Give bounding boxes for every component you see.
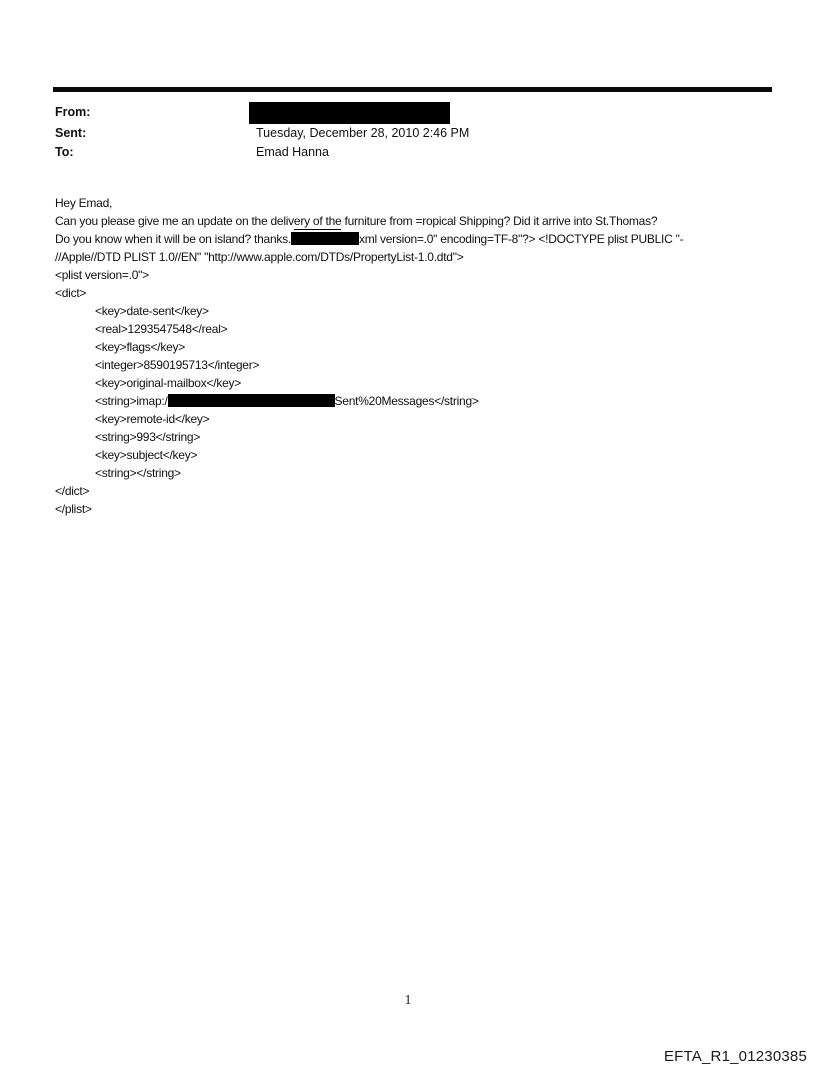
to-label: To: xyxy=(55,145,74,159)
body-text: <key>date-sent</key> xyxy=(95,304,209,318)
page-number: 1 xyxy=(404,993,412,1008)
body-text: Sent%20Messages</string> xyxy=(334,394,479,408)
body-text: Hey Emad, xyxy=(55,196,113,210)
body-line xyxy=(55,320,795,338)
body-line xyxy=(55,212,795,230)
body-text: <key>subject</key> xyxy=(95,448,198,462)
body-line xyxy=(55,464,795,482)
body-text: </dict> xyxy=(55,484,90,498)
body-text: Can you please give me an update on the deliv xyxy=(55,214,294,228)
body-line xyxy=(55,482,795,500)
body-text: <string>imap:/ xyxy=(95,394,168,408)
body-text: <string>993</string> xyxy=(95,430,201,444)
body-text: <key>original-mailbox</key> xyxy=(95,376,241,390)
bates-number: EFTA_R1_01230385 xyxy=(663,1048,807,1065)
body-line xyxy=(55,500,795,518)
body-text: <real>1293547548</real> xyxy=(95,322,228,336)
body-line xyxy=(55,284,795,302)
body-text: <plist version=.0"> xyxy=(55,268,149,282)
body-text: </plist> xyxy=(55,502,92,516)
body-text: xml version=.0" encoding=TF-8"?> <!DOCTYPE plist PUBLIC "- xyxy=(358,232,684,246)
redaction-bar-from xyxy=(249,102,450,124)
body-text: Do you know when it will be on island? thanks. xyxy=(55,232,291,246)
top-rule xyxy=(53,87,772,92)
body-line xyxy=(55,446,795,464)
body-text: <dict> xyxy=(55,286,87,300)
from-label: From: xyxy=(55,105,91,119)
sent-value: Tuesday, December 28, 2010 2:46 PM xyxy=(256,126,470,140)
body-line xyxy=(55,194,795,212)
body-line xyxy=(55,248,795,266)
body-line xyxy=(55,374,795,392)
body-line xyxy=(55,428,795,446)
body-text: <key>remote-id</key> xyxy=(95,412,210,426)
sent-label: Sent: xyxy=(55,126,87,140)
redaction-bar xyxy=(168,394,335,407)
body-line xyxy=(55,266,795,284)
body-text: <integer>8590195713</integer> xyxy=(95,358,260,372)
body-line xyxy=(55,410,795,428)
body-text: <string></string> xyxy=(95,466,181,480)
body-line xyxy=(55,356,795,374)
body-line xyxy=(55,338,795,356)
body-text: //Apple//DTD PLIST 1.0//EN" "http://www.apple.com/DTDs/PropertyList-1.0.dtd"> xyxy=(55,250,464,264)
email-body xyxy=(55,194,795,518)
body-line xyxy=(55,392,795,410)
body-line xyxy=(55,230,795,248)
redaction-bar xyxy=(291,232,359,245)
body-text: <key>flags</key> xyxy=(95,340,186,354)
underlined-text: ery of the xyxy=(293,214,342,228)
to-value: Emad Hanna xyxy=(256,145,329,159)
body-line xyxy=(55,302,795,320)
body-text: furniture from =ropical Shipping? Did it arrive into St.Thomas? xyxy=(341,214,658,228)
